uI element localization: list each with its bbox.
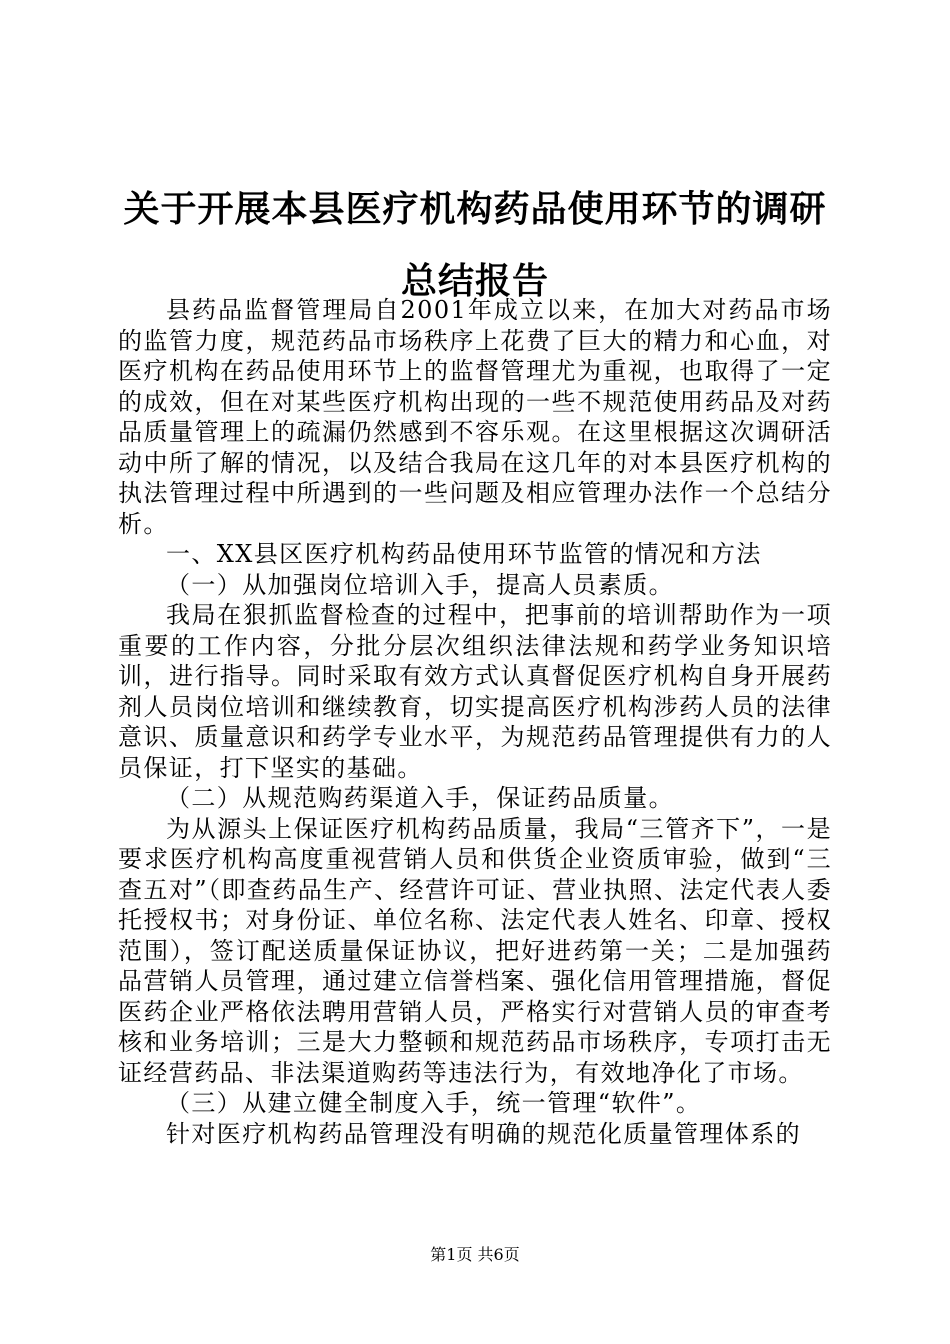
section-heading-1: 一、XX县区医疗机构药品使用环节监管的情况和方法 bbox=[166, 540, 762, 568]
subsection-heading-2: （二）从规范购药渠道入手，保证药品质量。 bbox=[166, 784, 674, 812]
paragraph-intro: 县药品监督管理局自2001年成立以来，在加大对药品市场的监管力度，规范药品市场秩序上花费了巨大的精力和心血，对医疗机构在药品使用环节上的监督管理尤为重视，也取得了一定的成效，但在对某些医疗机构出现的一些不规范使用药品及对药品质量管理上的疏漏仍然感到不容乐观。在这里根据这次调研活动中所了解的情况，以及结合我局在这几年的对本县医疗机构的执法管理过程中所遇到的一些问题及相应管理办法作一个总结分析。 bbox=[118, 296, 832, 538]
document-title: 关于开展本县医疗机构药品使用环节的调研总结报告 bbox=[123, 189, 827, 302]
page-number: 第1页 共6页 bbox=[430, 1245, 520, 1264]
paragraph-training: 我局在狠抓监督检查的过程中，把事前的培训帮助作为一项重要的工作内容，分批分层次组织法律法规和药学业务知识培训，进行指导。同时采取有效方式认真督促医疗机构自身开展药剂人员岗位培训和继续教育，切实提高医疗机构涉药人员的法律意识、质量意识和药学专业水平，为规范药品管理提供有力的人员保证，打下坚实的基础。 bbox=[118, 601, 832, 782]
document-body bbox=[118, 295, 832, 1149]
subsection-heading-3: （三）从建立健全制度入手，统一管理“软件”。 bbox=[166, 1089, 702, 1117]
paragraph-procurement: 为从源头上保证医疗机构药品质量，我局“三管齐下”，一是要求医疗机构高度重视营销人员和供货企业资质审验，做到“三查五对”（即查药品生产、经营许可证、营业执照、法定代表人委托授权书；对身份证、单位名称、法定代表人姓名、印章、授权范围），签订配送质量保证协议，把好进药第一关；二是加强药品营销人员管理，通过建立信誉档案、强化信用管理措施，督促医药企业严格依法聘用营销人员，严格实行对营销人员的审查考核和业务培训；三是大力整顿和规范药品市场秩序，专项打击无证经营药品、非法渠道购药等违法行为，有效地净化了市场。 bbox=[118, 814, 832, 1087]
paragraph-system: 针对医疗机构药品管理没有明确的规范化质量管理体系的 bbox=[166, 1119, 801, 1148]
subsection-heading-1: （一）从加强岗位培训入手，提高人员素质。 bbox=[166, 570, 674, 599]
